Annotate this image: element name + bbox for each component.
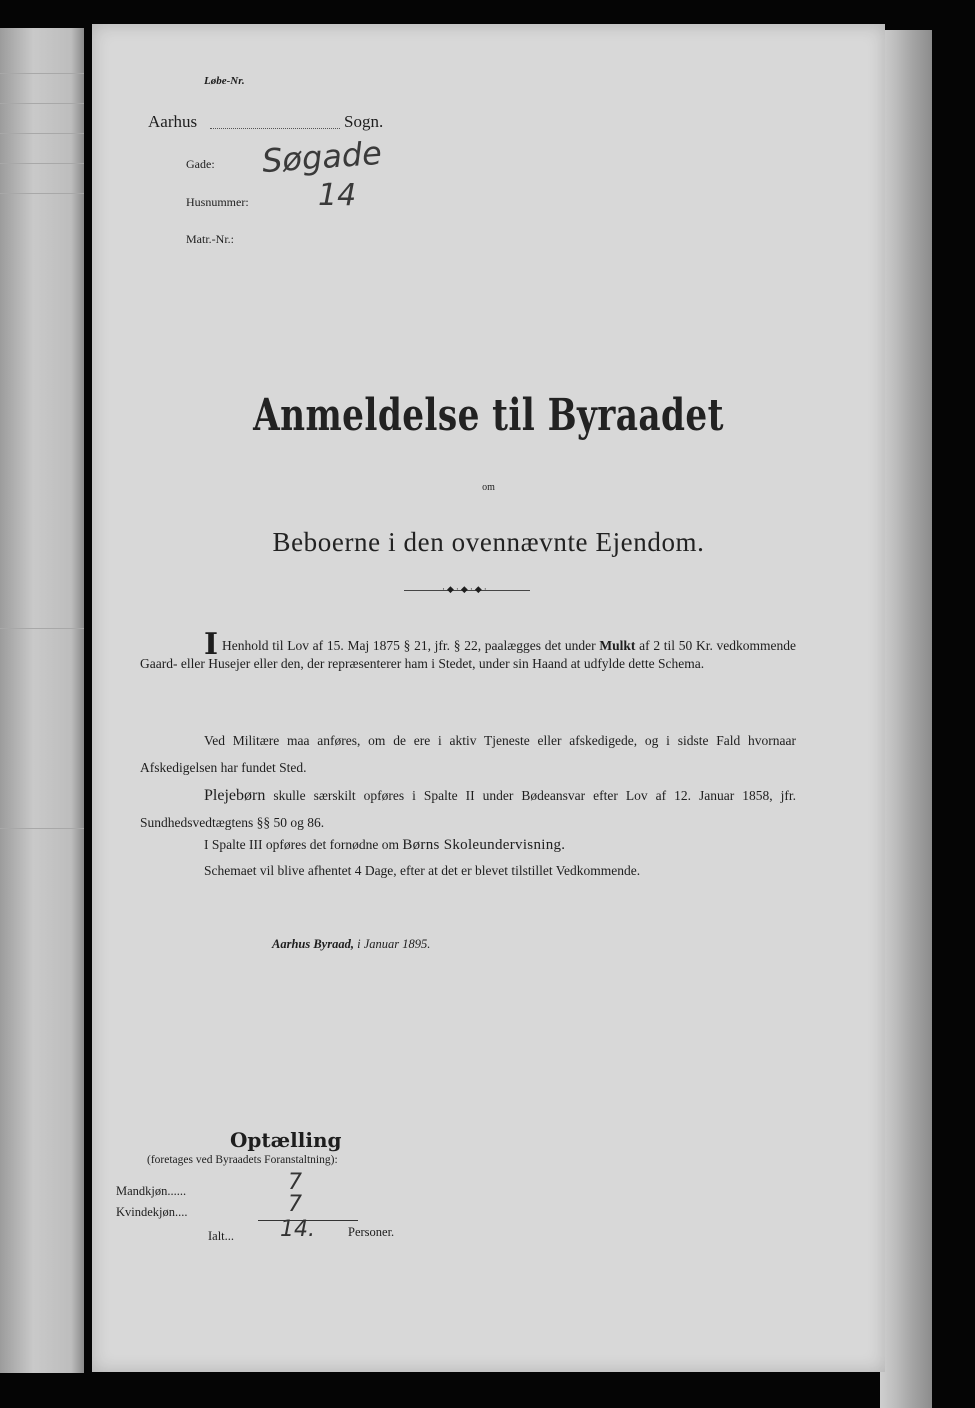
p1-bold: Mulkt [599, 638, 636, 653]
p1-text-b: af 2 til 50 Kr. vedkommende Gaard- eller Husejer eller den, der repræsenterer ham i Stedet, under sin Haand at udfylde dette Schema. [140, 638, 797, 671]
p1-text-a: Henhold til Lov af 15. Maj 1875 § 21, jfr. § 22, paalægges det under [222, 638, 596, 653]
page-stack-edge [880, 30, 932, 1408]
paragraph-2: Ved Militære maa anføres, om de ere i aktiv Tjeneste eller afskedigede, og i sidste Fald hvornaar Afskedigelsen har fundet Sted. [140, 733, 796, 775]
kvindekjon-value[interactable]: 7 [288, 1192, 302, 1217]
husnummer-value[interactable]: 14 [318, 178, 357, 213]
dropcap: I [204, 627, 219, 662]
paragraph-3 [140, 782, 796, 836]
document-subtitle: Beboerne i den ovennævnte Ejendom. [272, 527, 705, 557]
document-page [92, 24, 885, 1372]
lobe-nr-label: Løbe-Nr. [204, 75, 245, 87]
ornament-dots: ·◆·◆·◆· [442, 584, 489, 594]
gade-value[interactable]: Søgade [260, 133, 383, 181]
sogn-label: Sogn. [344, 112, 384, 131]
previous-page-edge [0, 28, 84, 1373]
husnummer-label: Husnummer: [186, 195, 249, 209]
signature [272, 937, 430, 952]
ialt-label: Ialt... [208, 1229, 235, 1243]
matr-nr-label: Matr.-Nr.: [186, 232, 234, 246]
sogn-dotline [210, 128, 340, 129]
p4-bold: Børns Skoleundervisning. [402, 837, 566, 853]
signature-date: i Januar 1895. [357, 937, 431, 951]
document-title: Anmeldelse til Byraadet [253, 390, 724, 441]
gade-label: Gade: [186, 157, 215, 171]
om-label: om [482, 482, 495, 493]
kvindekjon-label: Kvindekjøn.... [116, 1205, 188, 1219]
personer-label: Personer. [348, 1225, 395, 1239]
paragraph-5: Schemaet vil blive afhentet 4 Dage, efter at det er blevet tilstillet Vedkommende. [204, 863, 641, 878]
p3-bold: Plejebørn [204, 787, 266, 804]
count-heading: Optælling [230, 1128, 342, 1152]
mandkjon-value[interactable]: 7 [288, 1170, 302, 1195]
count-subheading: (foretages ved Byraadets Foranstaltning): [147, 1154, 338, 1166]
mandkjon-label: Mandkjøn...... [116, 1184, 187, 1198]
paragraph-4 [204, 836, 804, 854]
p4-text: I Spalte III opføres det fornødne om [204, 837, 399, 852]
p3-text: skulle særskilt opføres i Spalte II under Bødeansvar efter Lov af 12. Januar 1858, jfr. Sundhedsvedtægtens §§ 50 og 86. [140, 788, 797, 830]
paragraph-1 [140, 627, 797, 673]
ialt-value[interactable]: 14. [280, 1217, 315, 1242]
signature-org: Aarhus Byraad, [272, 937, 354, 951]
city-label: Aarhus [148, 112, 198, 131]
